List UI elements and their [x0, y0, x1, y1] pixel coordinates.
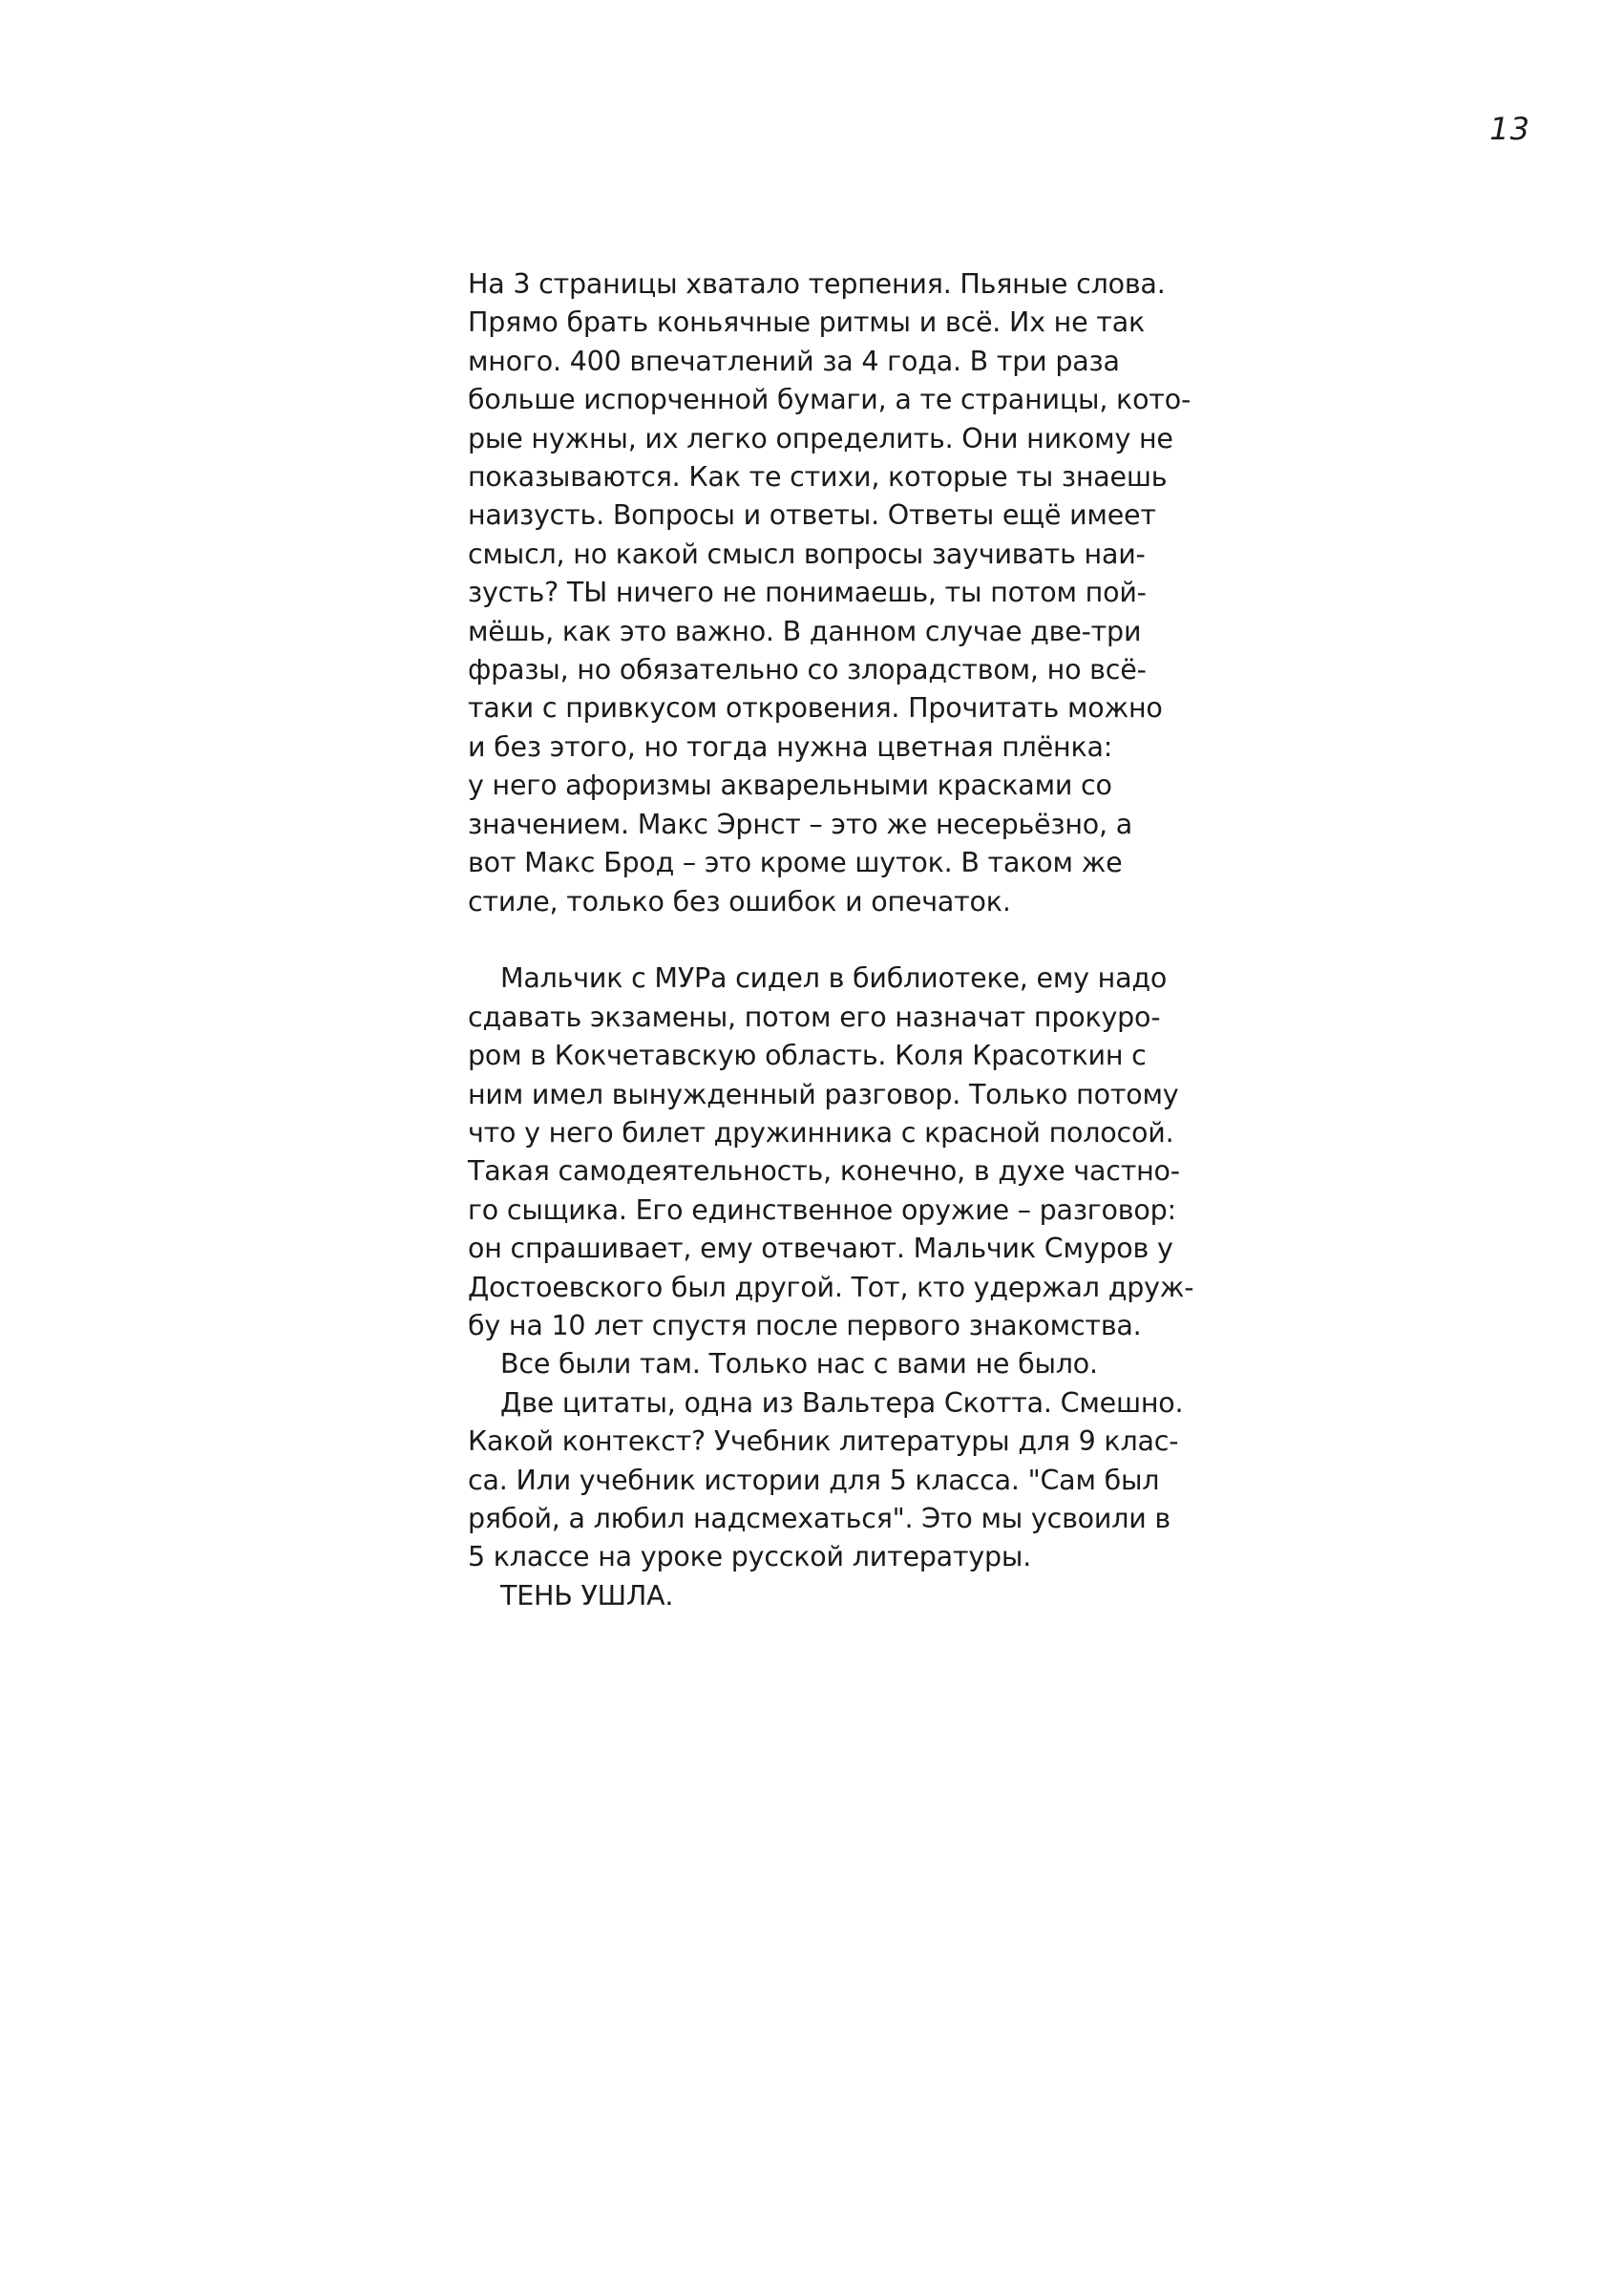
paragraph-3	[468, 1345, 1213, 1383]
text-line: показываются. Как те стихи, которые ты знаешь	[468, 461, 1168, 494]
text-line: Достоевского был другой. Тот, кто удержал друж-	[468, 1271, 1194, 1303]
text-line: рые нужны, их легко определить. Они никому не	[468, 422, 1173, 454]
text-line: Такая самодеятельность, конечно, в духе частно-	[468, 1155, 1180, 1188]
text-line: он спрашивает, ему отвечают. Мальчик Смуров у	[468, 1233, 1173, 1265]
paragraph-5	[468, 1577, 1213, 1615]
text-line: сдавать экзамены, потом его назначат прокуро-	[468, 1001, 1161, 1033]
text-line: Прямо брать коньячные ритмы и всё. Их не так	[468, 306, 1145, 339]
text-line: много. 400 впечатлений за 4 года. В три раза	[468, 345, 1120, 377]
text-line: и без этого, но тогда нужна цветная плёнка:	[468, 730, 1113, 763]
text-line: Мальчик с МУРа сидел в библиотеке, ему надо	[500, 962, 1168, 995]
text-line: фразы, но обязательно со злорадством, но всё-	[468, 654, 1147, 686]
text-line: рябой, а любил надсмехаться". Это мы усвоили в	[468, 1502, 1171, 1534]
text-line: мёшь, как это важно. В данном случае две-три	[468, 615, 1142, 647]
text-line: ТЕНЬ УШЛА.	[500, 1579, 674, 1612]
text-line: у него афоризмы акварельными красками со	[468, 770, 1112, 802]
text-line: са. Или учебник истории для 5 класса. "Сам был	[468, 1464, 1160, 1496]
body-text	[468, 265, 1213, 1615]
text-line: что у него билет дружинника с красной полосой.	[468, 1116, 1174, 1149]
text-line: стиле, только без ошибок и опечаток.	[468, 885, 1011, 918]
paragraph-2	[468, 960, 1213, 1345]
text-line: значением. Макс Эрнст – это же несерьёзно, а	[468, 808, 1133, 840]
text-line: Какой контекст? Учебник литературы для 9 клас-	[468, 1425, 1179, 1458]
text-line: 5 классе на уроке русской литературы.	[468, 1541, 1032, 1573]
text-line: ним имел вынужденный разговор. Только потому	[468, 1078, 1179, 1110]
text-line: Две цитаты, одна из Вальтера Скотта. Смешно.	[500, 1386, 1184, 1419]
text-line: ром в Кокчетавскую область. Коля Красоткин с	[468, 1040, 1147, 1072]
paragraph-spacer	[468, 921, 1213, 960]
paragraph-1	[468, 265, 1213, 921]
text-line: наизусть. Вопросы и ответы. Ответы ещё имеет	[468, 499, 1156, 532]
text-line: бу на 10 лет спустя после первого знакомства.	[468, 1309, 1142, 1341]
text-line: го сыщика. Его единственное оружие – разговор:	[468, 1193, 1176, 1226]
text-line: смысл, но какой смысл вопросы заучивать наи-	[468, 538, 1146, 570]
text-line: зусть? ТЫ ничего не понимаешь, ты потом пой-	[468, 577, 1147, 609]
page-number: 13	[1489, 111, 1530, 147]
paragraph-4	[468, 1384, 1213, 1577]
text-line: Все были там. Только нас с вами не было.	[500, 1348, 1098, 1381]
text-line: На 3 страницы хватало терпения. Пьяные слова.	[468, 268, 1166, 300]
text-line: больше испорченной бумаги, а те страницы, кото-	[468, 384, 1192, 416]
text-line: вот Макс Брод – это кроме шуток. В таком же	[468, 847, 1123, 879]
text-line: таки с привкусом откровения. Прочитать можно	[468, 692, 1163, 725]
